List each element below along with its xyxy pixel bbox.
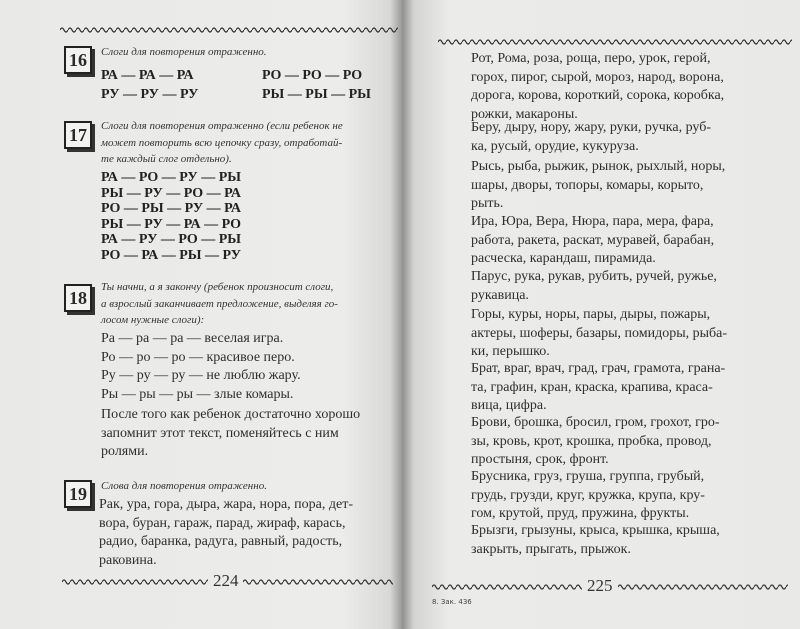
exercise-19-instruction: Слова для повторения отраженно. <box>101 480 267 492</box>
word-paragraph <box>471 119 711 156</box>
syllable-row: РЫ — РЫ — РЫ <box>262 87 371 102</box>
instruction-line: Ты начни, а я закончу (ребенок произносит слоги, <box>101 281 334 293</box>
top-wave-divider <box>438 38 792 46</box>
exercise-16-col1 <box>101 66 198 104</box>
bottom-wave-divider <box>62 578 208 586</box>
word-paragraph <box>471 468 705 524</box>
phrase-row: Ро — ро — ро — красивое перо. <box>101 349 295 365</box>
text-line: Беру, дыру, нору, жару, руки, ручка, руб- <box>471 120 712 135</box>
word-paragraph <box>471 306 727 362</box>
text-line: та, графин, кран, краска, крапива, краса- <box>471 379 713 395</box>
page-number: 224 <box>213 571 239 590</box>
exercise-number-18: 18 <box>64 284 92 312</box>
instruction-line: Слоги для повторения отраженно (если ребенок не <box>101 120 343 132</box>
exercise-number-16: 16 <box>64 46 92 74</box>
text-line: дорога, корова, короткий, сорока, коробка, <box>471 88 725 104</box>
syllable-row: РА — РА — РА <box>101 68 194 83</box>
phrase-row: Ра — ра — ра — веселая игра. <box>101 331 284 346</box>
syllable-row: РО — РА — РЫ — РУ <box>101 247 242 263</box>
text-line: рыть. <box>471 196 504 212</box>
text-line: Рак, ура, гора, дыра, жара, нора, пора, дет- <box>99 497 353 512</box>
syllable-row: РЫ — РУ — РО — РА <box>101 185 242 201</box>
text-line: вица, цифра. <box>471 398 547 414</box>
text-line: ка, русый, орудие, кукуруза. <box>471 138 639 154</box>
word-paragraph <box>471 213 714 269</box>
bottom-wave-divider <box>243 578 393 586</box>
text-line: Горы, куры, норы, пары, дыры, пожары, <box>471 307 711 322</box>
text-line: Брусника, груз, груша, группа, грубый, <box>471 469 705 484</box>
syllable-row: РА — РУ — РО — РЫ <box>101 232 242 247</box>
text-line: ки, перышко. <box>471 344 550 360</box>
exercise-17-rows <box>101 170 241 263</box>
exercise-18-note <box>101 406 360 462</box>
text-line: Ира, Юра, Вера, Нюра, пара, мера, фара, <box>471 214 714 229</box>
word-paragraph <box>471 360 725 416</box>
bottom-wave-divider <box>432 583 582 591</box>
text-line: простыня, срок, фронт. <box>471 452 609 468</box>
text-line: Брызги, грызуны, крыса, крышка, крыша, <box>471 523 720 538</box>
exercise-number-19: 19 <box>64 480 92 508</box>
exercise-16-instruction: Слоги для повторения отраженно. <box>101 46 267 58</box>
top-wave-divider <box>60 26 398 34</box>
bottom-wave-divider <box>618 583 788 591</box>
text-line: раковина. <box>99 552 157 568</box>
exercise-number-17: 17 <box>64 121 92 149</box>
text-line: грудь, грузди, круг, кружка, крупа, кру- <box>471 487 705 503</box>
printer-imprint: 8. Зак. 436 <box>432 598 472 606</box>
text-line: зы, кровь, крот, крошка, пробка, провод, <box>471 433 712 449</box>
text-line: рукавица. <box>471 287 529 303</box>
text-line: горох, пирог, сырой, мороз, народ, ворона, <box>471 69 724 85</box>
exercise-17-instruction <box>101 118 343 168</box>
page-number: 225 <box>587 576 613 595</box>
text-line: вора, буран, гараж, парад, жираф, карась, <box>99 515 346 531</box>
text-line: шары, дворы, топоры, комары, корыто, <box>471 177 704 193</box>
syllable-row: РО — РО — РО <box>262 68 363 83</box>
text-line: расческа, карандаш, пирамида. <box>471 251 656 267</box>
text-line: Брови, брошка, бросил, гром, грохот, гро- <box>471 415 720 430</box>
syllable-row: РА — РО — РУ — РЫ <box>101 170 242 185</box>
instruction-line: может повторить всю цепочку сразу, отработай- <box>101 136 343 149</box>
text-line: Брат, враг, врач, град, грач, грамота, грана- <box>471 361 726 376</box>
exercise-18-instruction <box>101 279 338 329</box>
text-line: закрыть, прыгать, прыжок. <box>471 541 631 557</box>
exercise-16-col2 <box>262 66 371 104</box>
note-line: После того как ребенок достаточно хорошо <box>101 407 361 422</box>
instruction-line: лосом нужные слоги): <box>101 314 205 326</box>
text-line: радио, баранка, радуга, равный, радость, <box>99 534 343 550</box>
exercise-18-rows <box>101 330 301 404</box>
text-line: актеры, шоферы, базары, помидоры, рыба- <box>471 325 728 341</box>
phrase-row: Ры — ры — ры — злые комары. <box>101 386 294 402</box>
note-line: ролями. <box>101 444 149 460</box>
instruction-line: те каждый слог отдельно). <box>101 153 232 165</box>
word-paragraph <box>471 522 720 559</box>
word-paragraph <box>471 414 720 470</box>
text-line: Парус, рука, рукав, рубить, ручей, ружье, <box>471 269 717 284</box>
word-paragraph <box>471 268 717 305</box>
text-line: работа, ракета, раскат, муравей, барабан, <box>471 232 715 248</box>
syllable-row: РЫ — РУ — РА — РО <box>101 216 242 232</box>
phrase-row: Ру — ру — ру — не люблю жару. <box>101 368 301 384</box>
right-page <box>402 0 800 629</box>
word-paragraph <box>471 50 724 124</box>
word-paragraph <box>471 158 725 214</box>
text-line: Рот, Рома, роза, роща, перо, урок, герой, <box>471 51 711 66</box>
instruction-line: а взрослый заканчивает предложение, выделяя го- <box>101 297 338 310</box>
text-line: гом, крутой, пруд, пружина, фрукты. <box>471 506 690 522</box>
syllable-row: РУ — РУ — РУ <box>101 87 199 102</box>
syllable-row: РО — РЫ — РУ — РА <box>101 201 242 216</box>
exercise-19-text <box>99 496 353 570</box>
note-line: запомнит этот текст, поменяйтесь с ним <box>101 425 339 441</box>
text-line: рожки, макароны. <box>471 106 578 122</box>
text-line: Рысь, рыба, рыжик, рынок, рыхлый, норы, <box>471 159 726 174</box>
